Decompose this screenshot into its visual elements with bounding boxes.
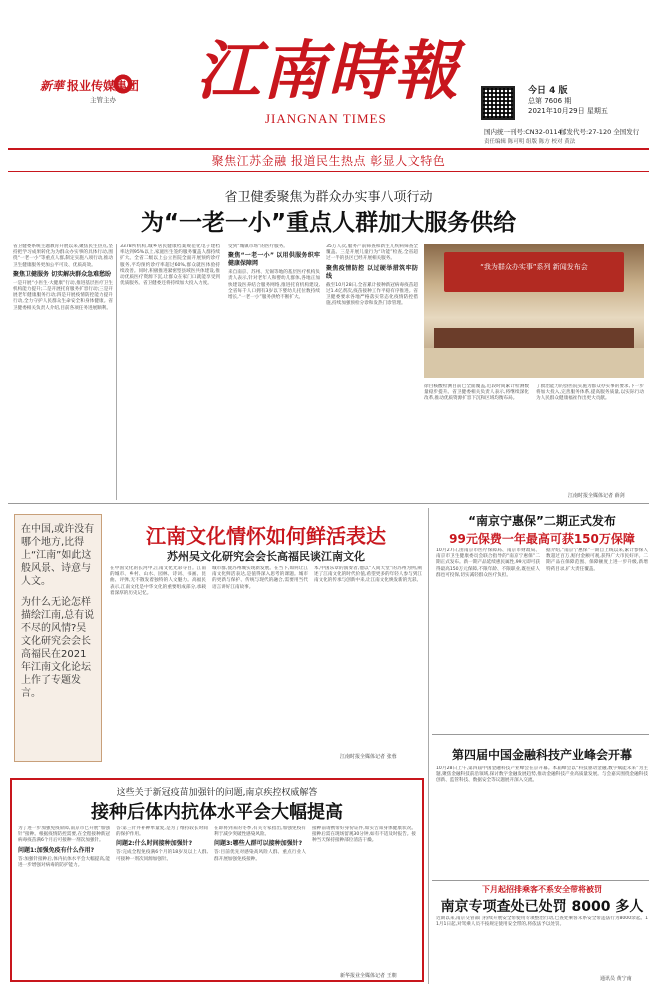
culture-sidebar-more: 为什么无论怎样描绘江南,总有说不尽的风情?吴文化研究会会长高福民在2021年江南文化论坛上作了专题发言。 <box>21 597 95 699</box>
group-name: 报业传媒集团 <box>67 79 140 93</box>
seatbelt-headline: 南京专项查处已处罚 8000 多人 <box>440 899 644 915</box>
lead-col-2: 3378所机构,城乡居民健康档案规范化电子建档率达到95%以上,家庭医生签约服务覆盖人群持续扩大。全省二级以上公立医院全面开展预约诊疗服务,平均预约诊疗率超过60%,群众就医体验持续改善。同时,积极推进紧密型县域医共体建设,推动优质医疗资源下沉,让群众在家门口就能享受到优质服务。省卫健委还将持续加大投入力度。 <box>120 244 220 287</box>
vaccine-col-2: 答:第三针并补种单量复,是为了维持较长时间的保护作用。 问题2:什么时间接种加强针? 答:完成全程免疫满6个月的18岁及以上人群,可接种一剂次同源加强针。 <box>116 826 208 862</box>
lead-photo-floor <box>424 348 644 378</box>
vaccine-col-4: 接种前请携带好身份证件,如实告知身体健康状况。接种后需在现场留观30分钟,如有不适及时报告。接种当天保持接种部位清洁干燥。 <box>312 826 416 844</box>
culture-col-3: 本,中国乐章的演奏者,他以“人间天堂”的苏州为例,阐述了江南文化的时代价值,希望更多的年轻人参与到江南文化的传承与创新中来,让江南文化焕发新的光彩。 <box>314 566 422 584</box>
lead-photo-desk <box>434 328 634 348</box>
slogan: 聚焦江苏金融 报道民生热点 彰显人文特色 <box>211 154 446 168</box>
lead-headline: 为“一老一小”重点人群加大服务供给 <box>140 210 517 236</box>
qr-code-icon <box>481 86 515 120</box>
paper-latin: JIANGNAN TIMES <box>265 111 387 126</box>
culture-col-2: 城市群,使苏州城实现新发展。在当下,如何让江南文化鲜活表达,是值得深入思考的课题。城市的更新与保护、传统与现代的融合,需要用当代语言讲好江南故事。 <box>212 566 308 590</box>
col-rule <box>116 244 117 500</box>
group-logo <box>40 77 144 107</box>
vaccine-q2: 问题2:什么时间接种加强针? <box>116 840 193 848</box>
editor-line: 责任编辑 陈可明 组版 陈方 校对 黄法 <box>484 139 576 145</box>
lead-photo-caption: “我为群众办实事”系列 新闻发布会 <box>480 263 588 271</box>
group-logo-text: 新華 <box>40 79 65 93</box>
insurance-title: “南京宁惠保”二期正式发布 <box>468 514 616 528</box>
lead-sub-1: 聚焦卫健服务 切实解决群众急难愁盼 <box>13 270 112 278</box>
issue-date: 2021年10月29日 星期五 <box>528 107 608 115</box>
lead-col-1: 省卫健委系统主题教育开展以来,聚焦民生热点,坚持把学习成果转化为为群众办实事的具体行动,围绕“一老一小”等重点人群,制定实施八项行动,推动卫生健康服务更加公平可及、优质高效。 聚焦卫健服务 切实解决群众急难愁盼 一是开展“小医生·大健康”行动,推进基层医疗卫生机构能力提升;二是开展托育服务扩容行动;三是开展老年健康服务行动;四是开展疫情防控能力提升行动,全力守护人民群众生命安全和身体健康。省卫健委相关负责人介绍,目前各项任务进展顺利。 <box>13 244 113 311</box>
culture-sidebar <box>14 514 102 762</box>
lead-bottom-rule <box>8 503 649 504</box>
lead-kicker: 省卫健委聚焦为群众办实事八项行动 <box>224 190 433 205</box>
summit-col: 10月28日上午,第四届中国金融科技产业峰会在京开幕。本届峰会以“科技驱动金融,数字赋能未来”为主题,聚焦金融科技前沿领域,探讨数字金融发展趋势,推动金融科技产业高质量发展。与会嘉宾围绕金融科技创新、监管科技、数据安全等议题展开深入交流。 <box>436 766 648 784</box>
paper-name: 江南時報 <box>196 34 460 109</box>
vaccine-headline: 接种后体内抗体水平会大幅提高 <box>91 802 343 823</box>
vaccine-col-1: 为了进一步加强免疫屏障,南京市已开展“加强针”接种。根据疫情防控需要,在全程接种新冠病毒疫苗满6个月后可接种一剂次加强针。 问题1:加强免疫有什么作用? 答:加强针接种后,体内抗体水平会大幅提高,能进一步增强对病毒的防护能力。 <box>18 826 110 868</box>
slogan-rule <box>8 171 649 172</box>
lead-photo-banner <box>444 252 624 292</box>
cn-code: 国内统一刊号:CN32-0114 <box>484 128 562 136</box>
group-sub: 主管主办 <box>90 96 116 104</box>
lead-col-4: 35万人次,服务产前筛查和新生儿疾病筛查全覆盖。三是开展儿童行为“功能”检查,全省超过一半的县区已经开展相关服务。 聚焦疫情防控 以过硬举措筑牢防线 截至10月28日,全省累计接种新冠病毒疫苗超过1.4亿剂次,疫苗接种工作平稳有序推进。省卫健委要求各地严格落实常态化疫情防控措施,持续加强预检分诊和发热门诊管理。 <box>326 244 418 307</box>
summit-title: 第四届中国金融科技产业峰会开幕 <box>451 748 632 762</box>
culture-sidebar-text: 在中国,或许没有哪个地方,比得上“江南”如此这般风景、诗意与人文。 <box>21 524 95 587</box>
summit-rule <box>432 880 649 881</box>
vaccine-col-3: 在即将到来的冬季,有关专家指出,加强免疫有利于减少突破性感染风险。 问题3:哪些人群可以接种加强针? 答:目前优先对感染高风险人群、重点行业人群开展加强免疫接种。 <box>214 826 306 862</box>
seatbelt-kicker: 下月起招排乘客不系安全带将被罚 <box>482 885 602 894</box>
issue-pages: 今日 4 版 <box>528 86 568 96</box>
lead-col-6: 了救治能力的县医院实施为群众办实事的要求,下一步将加大投入,完善服务体系,提高服务质量,以实际行动为人民群众健康福祉作出更大贡献。 <box>536 384 644 402</box>
vaccine-q1: 问题1:加强免疫有什么作用? <box>18 846 95 854</box>
lead-credit: 江南时报全媒体记者 薛剑 <box>568 493 625 499</box>
seatbelt-credit: 通讯员 黄宁南 <box>600 976 632 982</box>
issue-number: 总第 7606 期 <box>528 97 572 105</box>
lead-sub-2: 聚焦“一老一小” 以用供服务织牢健康保障网 <box>228 252 320 268</box>
masthead-rule <box>8 148 649 150</box>
vaccine-kicker: 这些关于新冠疫苗加强针的问题,南京疾控权威解答 <box>116 788 318 798</box>
postal-code: 邮发代号:27-120 全国发行 <box>560 128 640 136</box>
lead-col-3: 受到“城镇市场”的医疗服务。 聚焦“一老一小” 以用供服务织牢健康保障网 来自南京、苏州、无锡等地的基层医疗机构负责人表示,针对老年人和婴幼儿群体,各地正加快建设医养结合服务网络,推进托育机构建设,全省每千人口拥有3岁以下婴幼儿托位数持续增长,“一老一小”服务供给不断扩大。 <box>228 244 320 301</box>
lead-sub-3: 聚焦疫情防控 以过硬举措筑牢防线 <box>326 264 418 280</box>
vaccine-q3: 问题3:哪些人群可以接种加强针? <box>214 840 303 848</box>
insurance-col-2: 据介绍,“南京宁惠保”一期自上线以来,累计参保人数超过百万,赔付金额可观,获得广大市民好评。二期产品在保障范围、保障额度上进一步升级,新增特药目录,扩大责任覆盖。 <box>546 548 648 572</box>
culture-col-1: 在中国文化的长河中,江南文化光彩夺目。江南的城市、乡村、山水、园林、诗词、书画、昆曲、评弹,无不散发着独特的人文魅力。高福民表示,江南文化是中华文化的重要组成部分,承载着深厚的历史记忆。 <box>110 566 206 596</box>
lead-photo <box>424 244 644 378</box>
insurance-title-2: 99元保费一年最高可获150万保障 <box>449 532 635 546</box>
vaccine-credit: 新华报业全媒体记者 王朝 <box>340 973 397 979</box>
insurance-col-1: 10月27日,由南京市医疗保障局、南京市财政局、南京市卫生健康委员会联合指导的“南京宁惠保”二期正式发布。新一期产品延续惠民属性,99元即可获得最高150万元保障,不限年龄、不限职业,既往症人群也可投保,切实减轻群众医疗负担。 <box>436 548 540 578</box>
issue-block <box>528 86 648 116</box>
seatbelt-col: 近期以来,南京交管部门持续开展安全带使用专项整治行动,已查处乘客未系安全带违法行为8000余起。11月1日起,对驾乘人员不按规定使用安全带的,将依法予以处罚。 <box>436 916 648 928</box>
culture-credit: 江南时报全媒体记者 张蓉 <box>340 754 397 760</box>
insurance-rule <box>432 734 649 735</box>
right-col-rule <box>428 508 429 984</box>
culture-subtitle: 苏州吴文化研究会会长高福民谈江南文化 <box>167 550 365 563</box>
culture-title: 江南文化情怀如何鲜活表达 <box>146 524 386 548</box>
lead-col-5: 徐白核酸检测目前已全面覆盖,近段时间累计检测数量稳步提升。省卫健委相关负责人表示,将继续深化改革,推动优质资源扩容下沉和区域均衡布局。 <box>424 384 529 402</box>
